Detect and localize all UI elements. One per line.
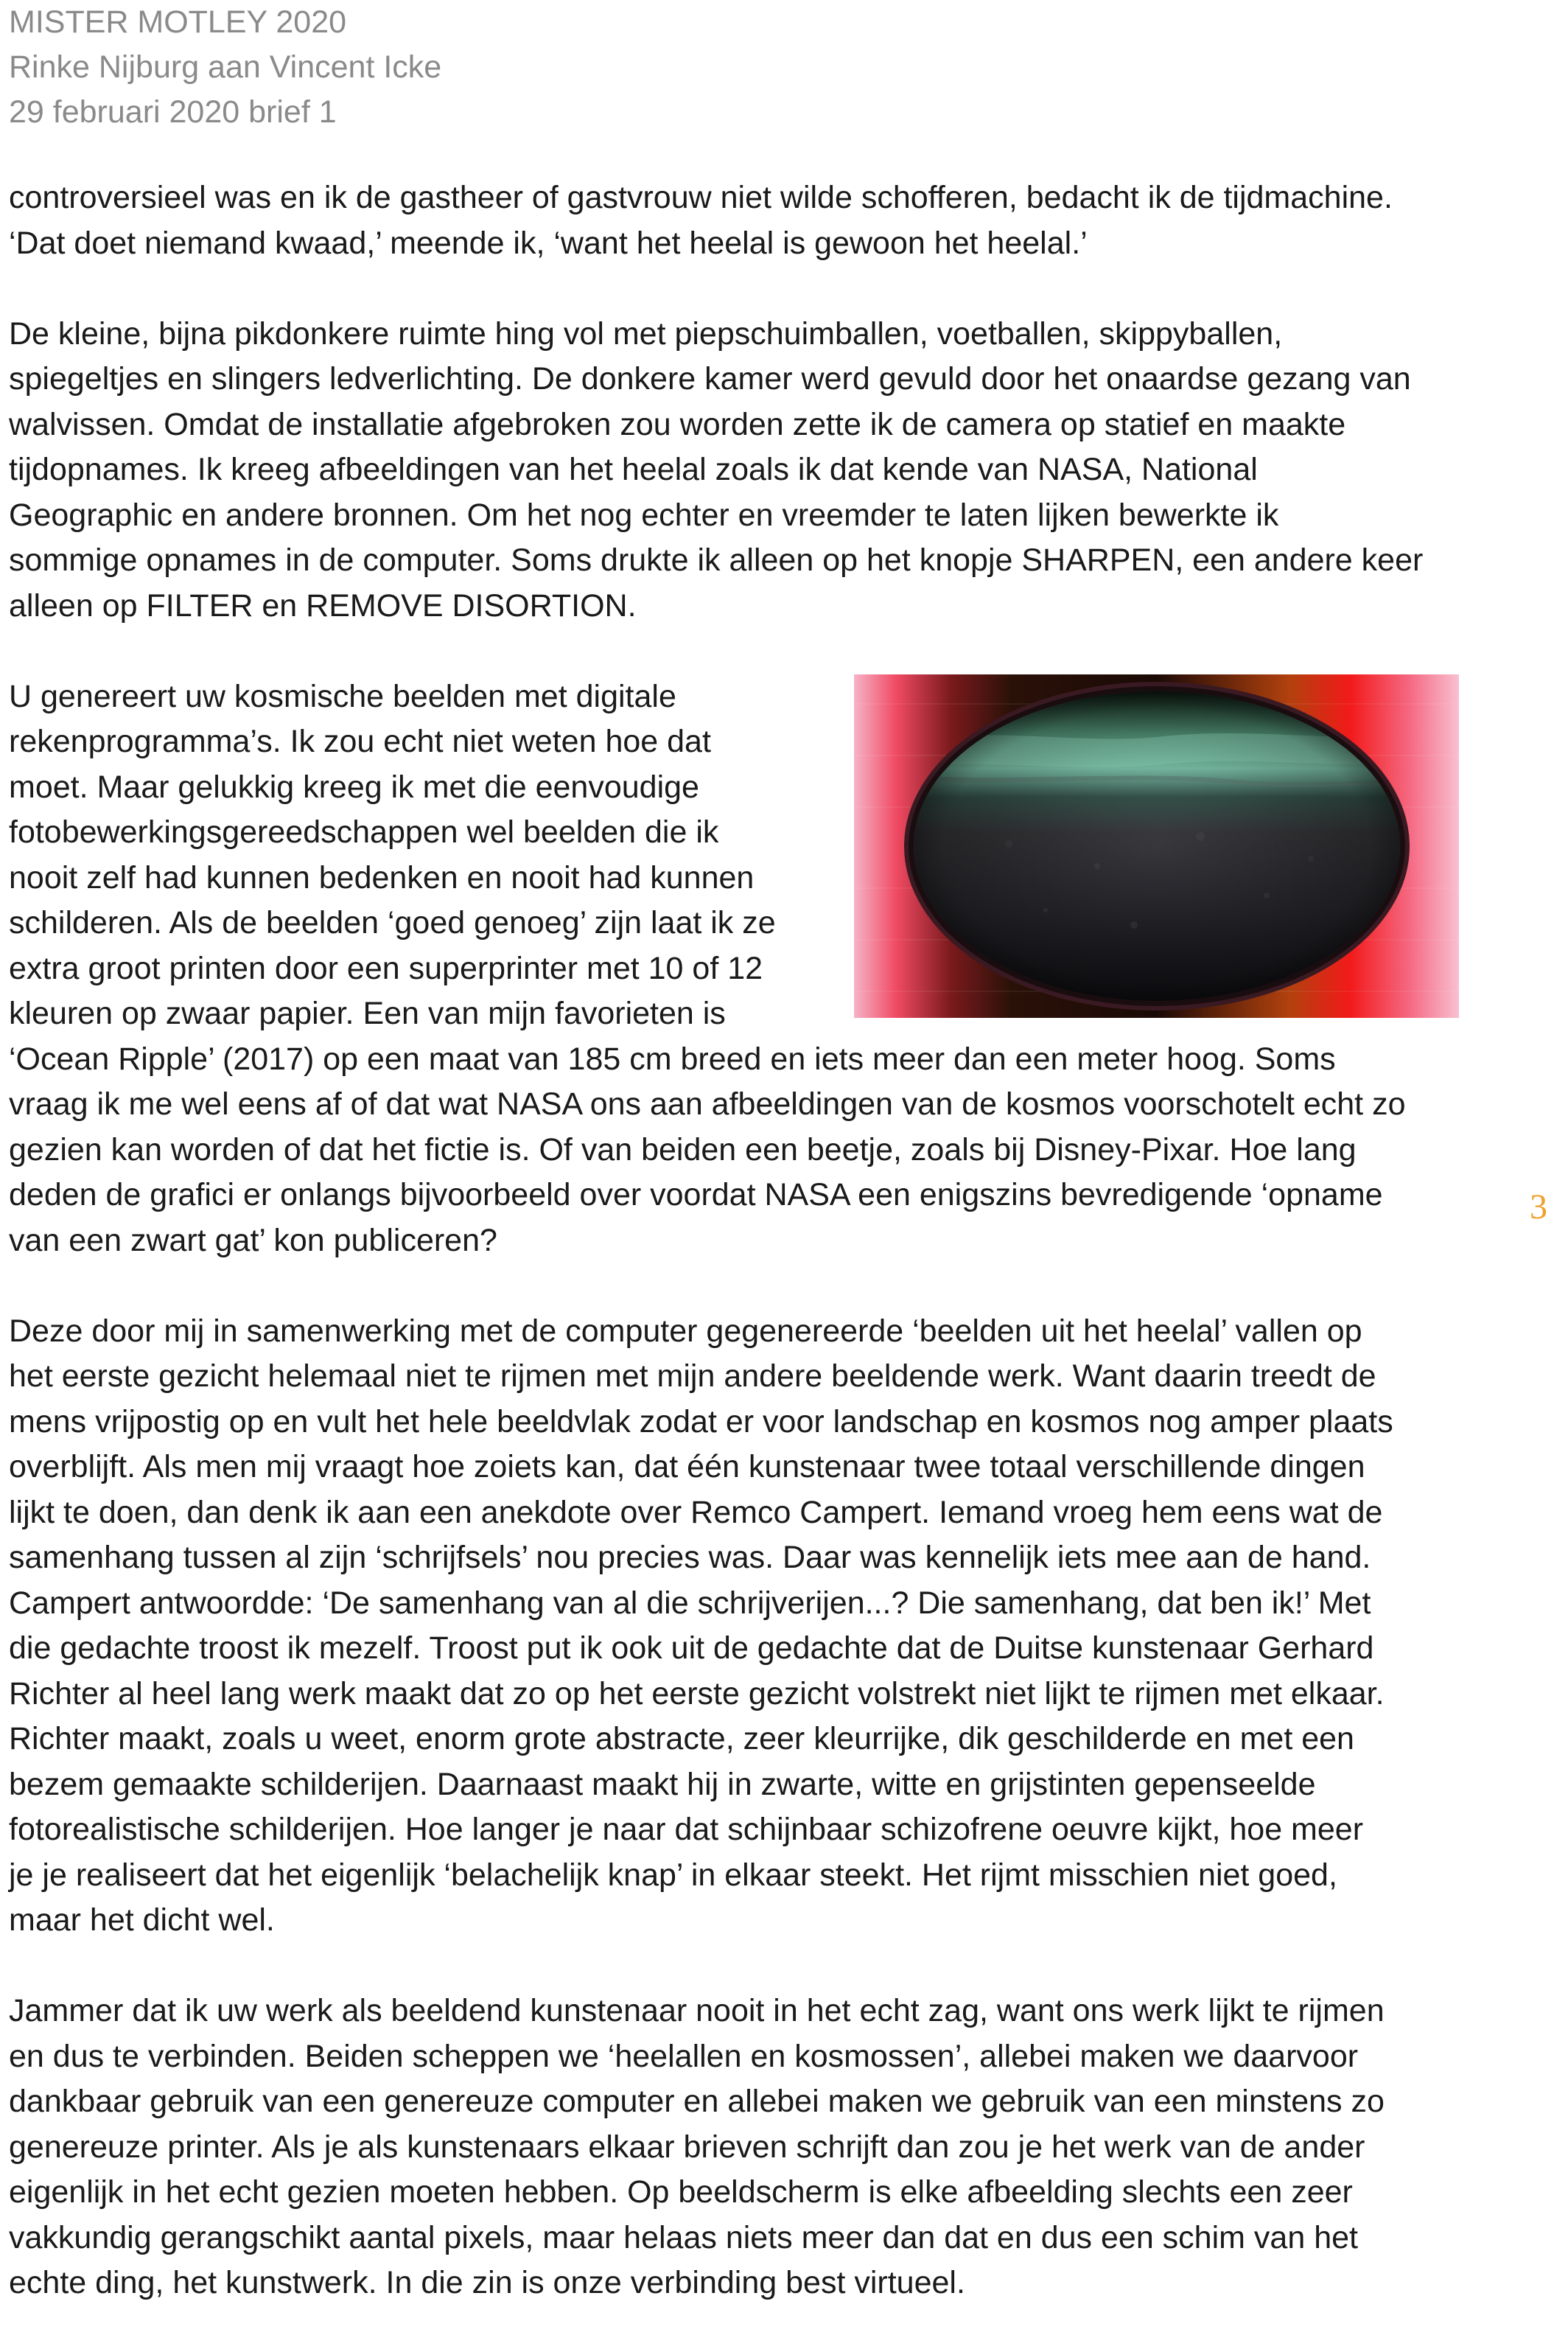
text-line: dankbaar gebruik van een genereuze computer en allebei maken we gebruik van een minstens zo	[9, 2084, 1385, 2119]
text-line: moet. Maar gelukkig kreeg ik met die eenvoudige	[9, 769, 699, 805]
text-line: nooit zelf had kunnen bedenken en nooit had kunnen	[9, 859, 755, 896]
text-line: genereuze printer. Als je als kunstenaars elkaar brieven schrijft dan zou je het werk van de ander	[9, 2129, 1365, 2165]
text-line: overblijft. Als men mij vraagt hoe zoiets kan, dat één kunstenaar twee totaal verschillende dingen	[9, 1449, 1365, 1484]
text-line: fotobewerkingsgereedschappen wel beelden die ik	[9, 814, 719, 850]
paragraph-1	[9, 175, 1515, 266]
text-line: U genereert uw kosmische beelden met digitale	[9, 678, 676, 714]
text-line: lijkt te doen, dan denk ik aan een anekdote over Remco Campert. Iemand vroeg hem eens wat de	[9, 1494, 1383, 1530]
paragraph-2	[9, 312, 1515, 629]
text-line: gezien kan worden of dat het fictie is. Of van beiden een beetje, zoals bij Disney-Pixar. Hoe lang	[9, 1131, 1357, 1168]
text-line: kleuren op zwaar papier. Een van mijn favorieten is	[9, 996, 726, 1031]
letter-body	[9, 175, 1515, 2306]
text-line: ‘Ocean Ripple’ (2017) op een maat van 185 cm breed en iets meer dan een meter hoog. Soms	[9, 1041, 1336, 1077]
text-line: Richter al heel lang werk maakt dat zo op het eerste gezicht volstrekt niet lijkt te rijmen met elkaar.	[9, 1675, 1385, 1711]
text-line: fotorealistische schilderijen. Hoe langer je naar dat schijnbaar schizofrene oeuvre kijkt, hoe meer	[9, 1812, 1364, 1847]
text-line: Jammer dat ik uw werk als beeldend kunstenaar nooit in het echt zag, want ons werk lijkt te rijmen	[9, 1993, 1385, 2028]
text-line: vraag ik me wel eens af of dat wat NASA ons aan afbeeldingen van de kosmos voorschotelt echt zo	[9, 1086, 1406, 1122]
text-line: bezem gemaakte schilderijen. Daarnaast maakt hij in zwarte, witte en grijstinten gepenseelde	[9, 1766, 1316, 1802]
text-line: van een zwart gat’ kon publiceren?	[9, 1222, 497, 1258]
text-line: spiegeltjes en slingers ledverlichting. De donkere kamer werd gevuld door het onaardse gezang van	[9, 361, 1411, 397]
text-line: maar het dicht wel.	[9, 1902, 275, 1938]
paragraph-4	[9, 1309, 1515, 1944]
text-line: ‘Dat doet niemand kwaad,’ meende ik, ‘want het heelal is gewoon het heelal.’	[9, 225, 1088, 261]
text-line: het eerste gezicht helemaal niet te rijmen met mijn andere beeldende werk. Want daarin treedt de	[9, 1358, 1376, 1394]
text-line: mens vrijpostig op en vult het hele beeldvlak zodat er voor landschap en kosmos nog amper plaats	[9, 1403, 1393, 1439]
text-line: Geographic en andere bronnen. Om het nog echter en vreemder te laten lijken bewerkte ik	[9, 497, 1279, 533]
header-title: MISTER MOTLEY 2020	[9, 4, 347, 40]
text-line: samenhang tussen al zijn ‘schrijfsels’ nou precies was. Daar was kennelijk iets mee aan de hand.	[9, 1540, 1371, 1575]
header-subtitle: Rinke Nijburg aan Vincent Icke	[9, 49, 442, 85]
text-line: die gedachte troost ik mezelf. Troost put ik ook uit de gedachte dat de Duitse kunstenaar Gerhard	[9, 1630, 1374, 1666]
text-line: Deze door mij in samenwerking met de computer gegenereerde ‘beelden uit het heelal’ vallen op	[9, 1313, 1362, 1349]
text-line: Campert antwoordde: ‘De samenhang van al die schrijverijen...? Die samenhang, dat ben ik!’ Met	[9, 1585, 1371, 1621]
text-line: Richter maakt, zoals u weet, enorm grote abstracte, zeer kleurrijke, dik geschilderde en met een	[9, 1721, 1354, 1756]
text-line: rekenprogramma’s. Ik zou echt niet weten hoe dat	[9, 724, 711, 759]
text-line: eigenlijk in het echt gezien moeten hebben. Op beeldscherm is elke afbeelding slechts een zeer	[9, 2174, 1353, 2210]
text-line: echte ding, het kunstwerk. In die zin is onze verbinding best virtueel.	[9, 2265, 965, 2300]
text-line: controversieel was en ik de gastheer of gastvrouw niet wilde schofferen, bedacht ik de tijdmachine.	[9, 180, 1393, 215]
text-line: extra groot printen door een superprinter met 10 of 12	[9, 950, 763, 986]
text-line: walvissen. Omdat de installatie afgebroken zou worden zette ik de camera op statief en maakte	[9, 406, 1346, 442]
text-line: je je realiseert dat het eigenlijk ‘belachelijk knap’ in elkaar steekt. Het rijmt misschien niet goed,	[9, 1857, 1337, 1893]
text-line: en dus te verbinden. Beiden scheppen we ‘heelallen en kosmossen’, allebei maken we daarvoor	[9, 2038, 1359, 2074]
text-line: deden de grafici er onlangs bijvoorbeeld over voordat NASA een enigszins bevredigende ‘opname	[9, 1177, 1383, 1212]
header-date-line: 29 februari 2020 brief 1	[9, 94, 337, 130]
text-line: vakkundig gerangschikt aantal pixels, maar helaas niets meer dan dat en dus een schim van het	[9, 2219, 1358, 2255]
text-line: schilderen. Als de beelden ‘goed genoeg’ zijn laat ik ze	[9, 905, 776, 940]
text-line: alleen op FILTER en REMOVE DISORTION.	[9, 587, 637, 624]
ocean-ripple-artwork	[854, 674, 1459, 1018]
text-line: tijdopnames. Ik kreeg afbeeldingen van het heelal zoals ik dat kende van NASA, National	[9, 452, 1258, 487]
text-line: De kleine, bijna pikdonkere ruimte hing vol met piepschuimballen, voetballen, skippyballen,	[9, 315, 1283, 352]
text-line: sommige opnames in de computer. Soms drukte ik alleen op het knopje SHARPEN, een andere keer	[9, 542, 1424, 578]
page-number: 3	[1530, 1187, 1547, 1226]
letter-header	[9, 0, 1040, 135]
paragraph-3	[9, 674, 1515, 1264]
paragraph-5	[9, 1989, 1515, 2306]
